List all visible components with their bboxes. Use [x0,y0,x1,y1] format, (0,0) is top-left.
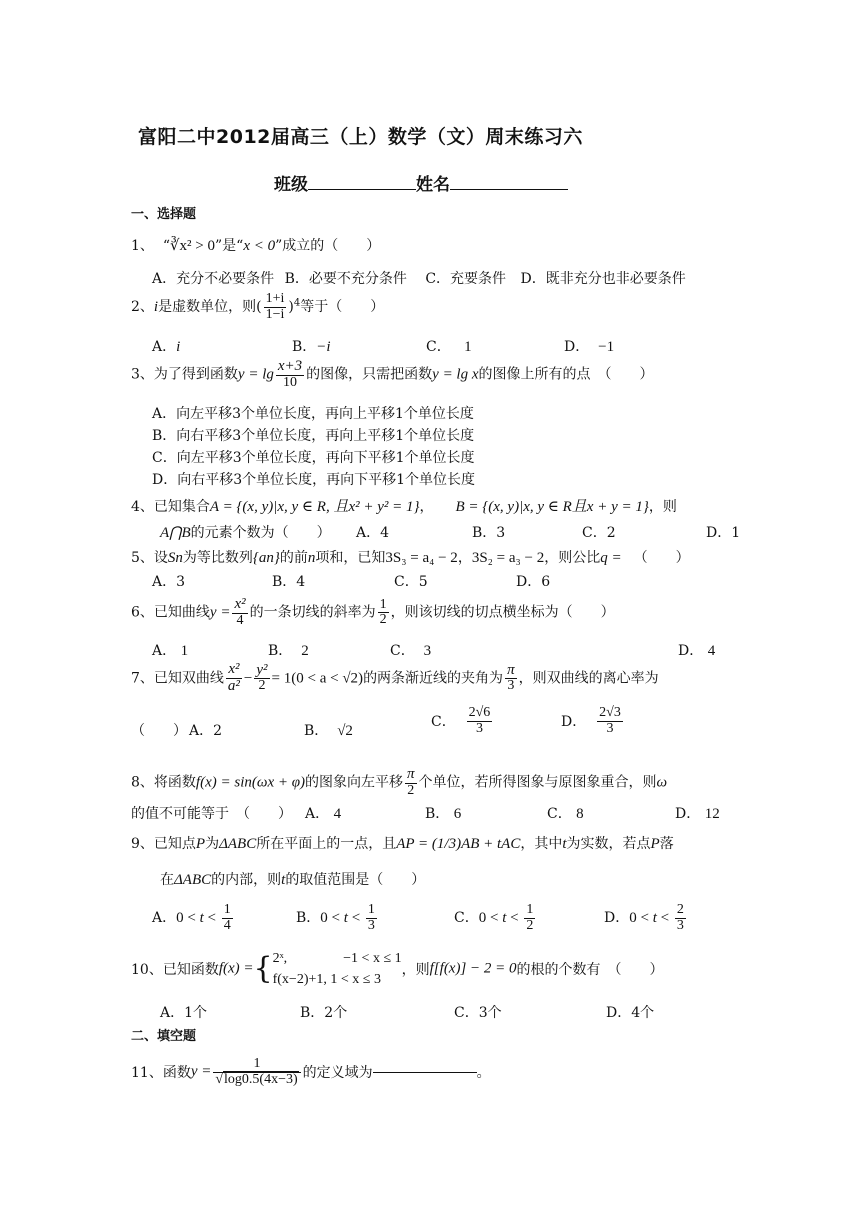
question-8 [131,767,667,798]
q5-text-b: 为等比数列 [182,550,253,566]
q9-triangle: ΔABC [219,836,257,852]
q5-option-a[interactable]: A．3 [152,574,186,590]
q7-options [131,705,621,740]
q10-option-c[interactable]: C．3个 [454,1005,502,1021]
q2-option-b[interactable]: B．−i [292,339,331,355]
name-label: 姓名 [416,175,450,195]
q3-option-d[interactable]: D．向右平移3个单位长度，再向下平移1个单位长度 [152,472,476,488]
q11-fraction: $\frac{1}{√\log 0.5(4x-3)}$ [213,1057,300,1087]
q10-fx: f(x) = [218,960,254,977]
q9-t: t [562,836,567,852]
q2-fraction: $\frac{1+i}{1-i}$ [265,291,285,322]
q6-text-a: 已知曲线 [153,604,210,621]
q9-text-i: 的取值范围是（ ） [285,872,426,888]
q8-shift: $\frac{\pi}{2}$ [407,766,415,798]
q2-option-c[interactable]: C． 1 [426,339,472,355]
q10-text-a: 已知函数 [162,962,219,978]
name-blank[interactable] [450,189,568,190]
q9-text-a: 已知点 [153,836,196,852]
q9-text-c: 所在平面上的一点，且 [256,836,397,852]
q10-cases: 2ˣ, −1 < x ≤ 1 f(x−2)+1, 1 < x ≤ 3 [272,951,402,987]
q7-text-b: 的两条渐近线的夹角为 [363,670,504,687]
q1-option-d[interactable]: D．既非充分也非必要条件 [520,271,686,287]
q5-text-c: 的前 [279,550,308,566]
question-11 [131,1057,491,1087]
q5-text-e: ，则公比 [544,550,601,566]
q5-q: q = [600,550,622,566]
q10-brace: { [253,951,273,986]
q9-t2: t [281,872,286,888]
q4-option-d[interactable]: D．1 [706,525,741,541]
q6-number: 6、 [131,604,154,621]
q8-function: f(x) = sin(ωx + φ) [195,774,306,791]
student-info [274,170,568,195]
q7-frac1: $\frac{\text{x²}}{\text{a²}}$ [227,661,240,694]
q5-n: n [307,550,316,566]
page-title: 富阳二中2012届高三（上）数学（文）周末练习六 [138,126,583,148]
q9-text-f: 落 [659,836,674,852]
question-6 [131,597,615,628]
q6-fraction: $\frac{\text{x²}}{4}$ [234,596,246,628]
q10-text-c: 的根的个数有 （ ） [516,962,664,978]
q3-option-a[interactable]: A．向左平移3个单位长度，再向上平移1个单位长度 [152,406,474,422]
q4-text-b: ，则 [648,499,677,515]
q9-text-d: ，其中 [520,836,563,852]
q7-text-c: ，则双曲线的离心率为 [518,670,659,687]
q4-number: 4、 [131,499,154,515]
question-1 [131,235,380,255]
q1-option-b[interactable]: B．必要不充分条件 [284,271,407,287]
q7-condition: = 1(0 < a < √2) [271,670,364,687]
q6-y: y = [209,604,231,621]
q7-option-d[interactable]: D． $\frac{2√3}{3}$ [561,705,621,736]
q8-option-a[interactable]: A． 4 [305,806,342,822]
q1-text-b: ”是“ [215,238,244,254]
q1-text-c: ”成立的（ ） [275,238,381,254]
q7-number: 7、 [131,670,154,687]
q5-text-f: （ ） [633,550,690,566]
q1-expr1: ∛x² > 0 [170,238,216,254]
q9-number: 9、 [131,836,154,852]
q8-text-a: 将函数 [153,774,196,791]
section-fill: 二、填空题 [131,1029,197,1044]
q5-option-d[interactable]: D．6 [516,574,551,590]
q7-angle: $\frac{\pi}{3}$ [507,661,515,694]
q3-number: 3、 [131,366,154,383]
q3-text-c: 的图像上所有的点 （ ） [478,366,654,383]
q11-number: 11、 [131,1065,163,1082]
q8-option-c[interactable]: C． 8 [547,806,584,822]
q9-option-b[interactable]: B．0 < t < $\frac{1}{3}$ [296,902,375,933]
q10-option-a[interactable]: A．1个 [160,1005,208,1021]
q8-text-b: 的图象向左平移 [305,774,404,791]
q5-text-a: 设 [153,550,168,566]
q3-option-c[interactable]: C．向左平移3个单位长度，再向下平移1个单位长度 [152,450,475,466]
q9-vector: AP = (1/3)AB + tAC [396,836,521,852]
q6-slope: $\frac{1}{2}$ [379,596,387,628]
q5-number: 5、 [131,550,154,566]
q6-text-c: ，则该切线的切点横坐标为（ ） [390,604,615,621]
q8-number: 8、 [131,774,154,791]
q3-option-b[interactable]: B．向右平移3个单位长度，再向上平移1个单位长度 [152,428,475,444]
q9-option-a[interactable]: A．0 < t < $\frac{1}{4}$ [152,902,231,933]
q4-comma: ， [419,499,434,515]
q4-set-b: B = {(x, y)|x, y ∈ R且x + y = 1} [455,499,649,515]
question-2: 2、i是虚数单位，则( $\frac{1+i}{1-i}$ )$^4$等于（ ） [131,291,385,322]
question-5 [131,547,690,567]
question-3 [131,359,654,390]
q5-an: {an} [252,550,280,566]
q2-i: i [153,299,159,316]
q4-text-a: 已知集合 [153,499,210,515]
q9-triangle2: ΔABC [174,872,212,888]
q8-option-b[interactable]: B． 6 [425,806,462,822]
q10-equation: f[f(x)] − 2 = 0 [429,960,517,977]
q2-option-d[interactable]: D． −1 [564,339,615,355]
q2-number: 2、 [131,299,154,316]
q2-text-b: 等于（ ） [300,299,385,316]
q7-option-c[interactable]: C． $\frac{2√6}{3}$ [431,705,491,736]
q9-text-b: 为 [205,836,220,852]
q5-option-b[interactable]: B．4 [272,574,306,590]
q7-bracket: （ ） [131,723,187,739]
q7-minus: − [243,670,253,687]
class-blank[interactable] [308,189,416,190]
q9-text-g: 在 [160,872,174,888]
q4-option-c[interactable]: C．2 [582,525,616,541]
q6-option-d[interactable]: D． 4 [678,643,716,659]
q2-power: 4 [293,297,301,309]
q8-omega: ω [656,774,668,791]
q9-option-d[interactable]: D．0 < t < $\frac{2}{3}$ [604,902,684,933]
q4-set-a: A = {(x, y)|x, y ∈ R, 且x² + y² = 1} [209,499,420,515]
q8-line2 [131,803,720,823]
q1-number: 1、 [131,238,154,254]
q4-option-a[interactable]: A．4 [356,525,390,541]
q11-text-c: 。 [476,1065,491,1082]
q5-text-d: 项和，已知 [315,550,386,566]
q1-option-c[interactable]: C．充要条件 [425,271,507,287]
q5-eq1: 3S₃ = a₄ − 2 [385,550,458,566]
q7-text-a: 已知双曲线 [153,670,224,687]
q8-option-d[interactable]: D． 12 [675,806,720,822]
q2-text-a: 是虚数单位，则( [158,299,262,316]
q3-text-a: 为了得到函数 [153,366,238,383]
q6-option-a[interactable]: A． 1 [152,643,189,659]
q7-option-b[interactable]: B． √2 [304,723,353,739]
q6-option-c[interactable]: C． 3 [390,643,432,659]
q1-option-a[interactable]: A．充分不必要条件 [152,271,275,287]
q1-text-a: “ [162,238,170,254]
q4-option-b[interactable]: B．3 [472,525,506,541]
q4-text-c: 的元素个数为（ ） [190,525,331,541]
q1-options [152,268,686,288]
q10-number: 10、 [131,962,163,978]
class-label: 班级 [274,175,308,195]
q2-option-a[interactable]: A．i [152,339,181,355]
q11-text-b: 的定义域为 [302,1065,373,1082]
q4-intersection: A⋂B [160,525,191,541]
question-9-line2 [160,869,425,889]
q9-text-e: 为实数，若点 [566,836,651,852]
q3-fraction: $\frac{x+3}{10}$ [277,358,303,390]
q3-func1: y = lg [237,366,274,383]
question-4 [131,495,677,516]
q3-text-b: 的图像，只需把函数 [306,366,433,383]
q10-option-b[interactable]: B．2个 [300,1005,348,1021]
question-4-line2 [160,522,741,542]
q11-answer-blank[interactable] [373,1072,477,1073]
q5-eq2: 3S₂ = a₃ − 2 [471,550,545,566]
q10-text-b: ，则 [401,962,430,978]
q5-sep: ， [457,550,472,566]
q8-text-d: 的值不可能等于 （ ） [131,806,292,822]
q5-option-c[interactable]: C．5 [394,574,428,590]
q6-option-b[interactable]: B． 2 [268,643,309,659]
q3-func2: y = lg x [432,366,479,383]
q9-p2: P [650,836,660,852]
q6-text-b: 的一条切线的斜率为 [249,604,376,621]
q7-option-a[interactable]: A．2 [189,723,223,739]
q9-option-c[interactable]: C．0 < t < $\frac{1}{2}$ [454,902,534,933]
q10-option-d[interactable]: D．4个 [606,1005,655,1021]
q11-text-a: 函数 [162,1065,191,1082]
question-9 [131,833,674,853]
q1-expr2: x < 0 [243,238,276,254]
q9-text-h: 的内部，则 [211,872,282,888]
q9-p: P [195,836,206,852]
question-10 [131,948,664,990]
question-7 [131,662,659,695]
q7-frac2: $\frac{\text{y²}}{2}$ [256,661,268,694]
q5-sn: Sn [167,550,183,566]
section-choice: 一、选择题 [131,207,197,222]
q8-text-c: 个单位，若所得图象与原图象重合，则 [418,774,657,791]
q11-y: y = [190,1063,212,1080]
